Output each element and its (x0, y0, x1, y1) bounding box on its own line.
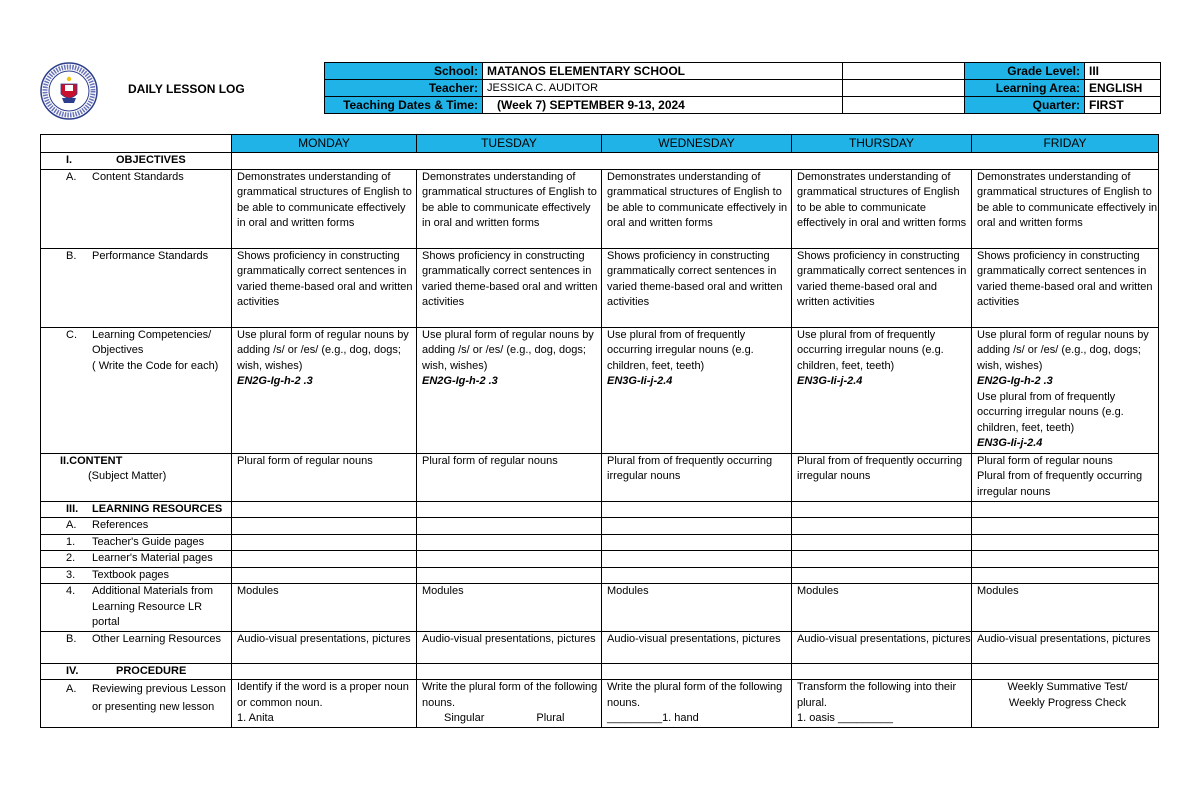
content-standards-label: Content Standards (92, 170, 184, 183)
reviewing-thursday: Transform the following into their plural. (797, 681, 957, 709)
teachers-guide-label: Teacher's Guide pages (92, 535, 205, 548)
additional-materials-label: Additional Materials from Learning Resource LR portal (92, 585, 214, 628)
content-standards-wednesday: Demonstrates understanding of grammatical structures of English to be able to communicate effectively in oral and written forms (602, 169, 792, 248)
reviewing-monday: Identify if the word is a proper noun or common noun. (237, 681, 409, 709)
content-monday: Plural form of regular nouns (232, 453, 417, 501)
reviewing-friday-2: Weekly Progress Check (1008, 696, 1127, 709)
learners-material-num: 2. (66, 552, 76, 564)
objectives-num: I. (66, 154, 73, 166)
textbook-label: Textbook pages (92, 568, 170, 581)
competency-wednesday: Use plural from of frequently occurring irregular nouns (e.g. children, feet, teeth) (607, 328, 754, 372)
log-title: DAILY LESSON LOG (128, 82, 245, 96)
reviewing-label: Reviewing previous Lesson or presenting new lesson (92, 683, 226, 713)
reviewing-wednesday-item: 1. hand (662, 712, 699, 724)
competencies-num: C. (66, 328, 77, 341)
content-standards-row (41, 169, 1159, 248)
school-label: School: (325, 63, 483, 80)
references-label: References (92, 519, 149, 531)
competency-friday-2: Use plural from of frequently occurring irregular nouns (e.g. children, feet, teeth) (977, 390, 1124, 434)
additional-thursday: Modules (792, 584, 972, 632)
performance-standards-num: B. (66, 249, 77, 262)
performance-standards-wednesday: Shows proficiency in constructing grammatically correct sentences in varied theme-based oral and written activities (602, 248, 792, 327)
additional-monday: Modules (232, 584, 417, 632)
grade-level-label: Grade Level: (965, 63, 1085, 80)
additional-wednesday: Modules (602, 584, 792, 632)
competency-code-wednesday: EN3G-Ii-j-2.4 (607, 375, 673, 387)
content-label: CONTENT (69, 454, 123, 467)
reviewing-friday-1: Weekly Summative Test/ (1007, 681, 1128, 693)
teachers-guide-num: 1. (66, 535, 76, 548)
procedure-row (41, 663, 1159, 680)
teaching-dates-label: Teaching Dates & Time: (325, 97, 483, 114)
references-row (41, 518, 1159, 535)
additional-tuesday: Modules (417, 584, 602, 632)
other-wednesday: Audio-visual presentations, pictures (602, 631, 792, 663)
content-num: II. (60, 454, 70, 467)
grade-level-value: III (1085, 63, 1161, 80)
textbook-num: 3. (66, 568, 76, 581)
competency-code-friday-2: EN3G-Ii-j-2.4 (977, 437, 1043, 449)
objectives-label: OBJECTIVES (116, 154, 186, 166)
reviewing-thursday-item: 1. oasis _________ (797, 712, 894, 724)
other-thursday: Audio-visual presentations, pictures (792, 631, 972, 663)
competency-tuesday: Use plural form of regular nouns by adding /s/ or /es/ (e.g., dog, dogs; wish, wishes) (422, 328, 594, 372)
competency-code-friday: EN2G-Ig-h-2 .3 (977, 375, 1053, 387)
content-standards-thursday: Demonstrates understanding of grammatical structures of English to be able to communicate effectively in oral and written forms (792, 169, 972, 248)
singular-header: Singular (444, 712, 485, 724)
procedure-num: IV. (66, 664, 79, 677)
resources-row (41, 501, 1159, 518)
school-value: MATANOS ELEMENTARY SCHOOL (483, 63, 843, 80)
header-info-table (324, 62, 1161, 114)
performance-standards-monday: Shows proficiency in constructing grammatically correct sentences in varied theme-based oral and written activities (232, 248, 417, 327)
lesson-log-table (40, 134, 1159, 728)
content-standards-tuesday: Demonstrates understanding of grammatical structures of English to be able to communicate effectively in oral and written forms (417, 169, 602, 248)
content-tuesday: Plural form of regular nouns (417, 453, 602, 501)
learners-material-row (41, 551, 1159, 568)
reviewing-row (41, 680, 1159, 728)
other-resources-label: Other Learning Resources (92, 632, 222, 645)
textbook-row (41, 567, 1159, 584)
additional-materials-row (41, 584, 1159, 632)
references-num: A. (66, 519, 77, 531)
content-thursday: Plural from of frequently occurring irregular nouns (792, 453, 972, 501)
teachers-guide-row (41, 534, 1159, 551)
competency-monday: Use plural form of regular nouns by adding /s/ or /es/ (e.g., dog, dogs; wish, wishes) (237, 328, 409, 372)
resources-num: III. (66, 502, 79, 515)
content-standards-friday: Demonstrates understanding of grammatical structures of English to be able to communicate effectively in oral and written forms (972, 169, 1159, 248)
competency-friday: Use plural form of regular nouns by adding /s/ or /es/ (e.g., dog, dogs; wish, wishes) (977, 328, 1149, 372)
competency-code-thursday: EN3G-Ii-j-2.4 (797, 375, 863, 387)
reviewing-tuesday: Write the plural form of the following nouns. (422, 681, 598, 709)
objectives-row (41, 153, 1159, 170)
competency-code-tuesday: EN2G-Ig-h-2 .3 (422, 375, 498, 387)
quarter-label: Quarter: (965, 97, 1085, 114)
content-standards-num: A. (66, 170, 77, 183)
content-sub: (Subject Matter) (88, 470, 167, 482)
performance-standards-tuesday: Shows proficiency in constructing grammatically correct sentences in varied theme-based oral and written activities (417, 248, 602, 327)
other-resources-row (41, 631, 1159, 663)
content-wednesday: Plural from of frequently occurring irregular nouns (602, 453, 792, 501)
additional-materials-num: 4. (66, 585, 76, 597)
day-tuesday: TUESDAY (417, 135, 602, 153)
day-header-row (41, 135, 1159, 153)
reviewing-wednesday-blank: _________ (607, 712, 663, 724)
deped-seal-logo (40, 62, 98, 120)
competency-code-monday: EN2G-Ig-h-2 .3 (237, 375, 313, 387)
learners-material-label: Learner's Material pages (92, 552, 213, 564)
quarter-value: FIRST (1085, 97, 1161, 114)
content-row (41, 453, 1159, 501)
other-friday: Audio-visual presentations, pictures (972, 631, 1159, 663)
day-wednesday: WEDNESDAY (602, 135, 792, 153)
reviewing-monday-item: 1. Anita (237, 712, 274, 724)
learning-area-label: Learning Area: (965, 80, 1085, 97)
other-resources-num: B. (66, 632, 77, 645)
performance-standards-row (41, 248, 1159, 327)
other-monday: Audio-visual presentations, pictures (232, 631, 417, 663)
performance-standards-thursday: Shows proficiency in constructing grammatically correct sentences in varied theme-based oral and written activities (792, 248, 972, 327)
content-friday-2: Plural from of frequently occurring irregular nouns (977, 470, 1143, 498)
other-tuesday: Audio-visual presentations, pictures (417, 631, 602, 663)
teacher-value: JESSICA C. AUDITOR (483, 80, 843, 97)
day-friday: FRIDAY (972, 135, 1159, 153)
competencies-row (41, 327, 1159, 453)
content-standards-monday: Demonstrates understanding of grammatical structures of English to be able to communicate effectively in oral and written forms (232, 169, 417, 248)
performance-standards-label: Performance Standards (92, 249, 209, 262)
day-monday: MONDAY (232, 135, 417, 153)
day-thursday: THURSDAY (792, 135, 972, 153)
reviewing-wednesday: Write the plural form of the following nouns. (607, 681, 783, 709)
content-friday-1: Plural form of regular nouns (977, 454, 1113, 467)
teaching-dates-value: (Week 7) SEPTEMBER 9-13, 2024 (483, 97, 843, 114)
reviewing-num: A. (66, 683, 77, 695)
resources-label: LEARNING RESOURCES (92, 502, 223, 515)
performance-standards-friday: Shows proficiency in constructing grammatically correct sentences in varied theme-based oral and written activities (972, 248, 1159, 327)
additional-friday: Modules (972, 584, 1159, 632)
teacher-label: Teacher: (325, 80, 483, 97)
competency-thursday: Use plural from of frequently occurring irregular nouns (e.g. children, feet, teeth) (797, 328, 944, 372)
plural-header: Plural (536, 712, 565, 724)
competencies-label: Learning Competencies/ Objectives (92, 328, 212, 356)
competencies-label-note: ( Write the Code for each) (92, 359, 219, 372)
learning-area-value: ENGLISH (1085, 80, 1161, 97)
procedure-label: PROCEDURE (116, 664, 187, 677)
